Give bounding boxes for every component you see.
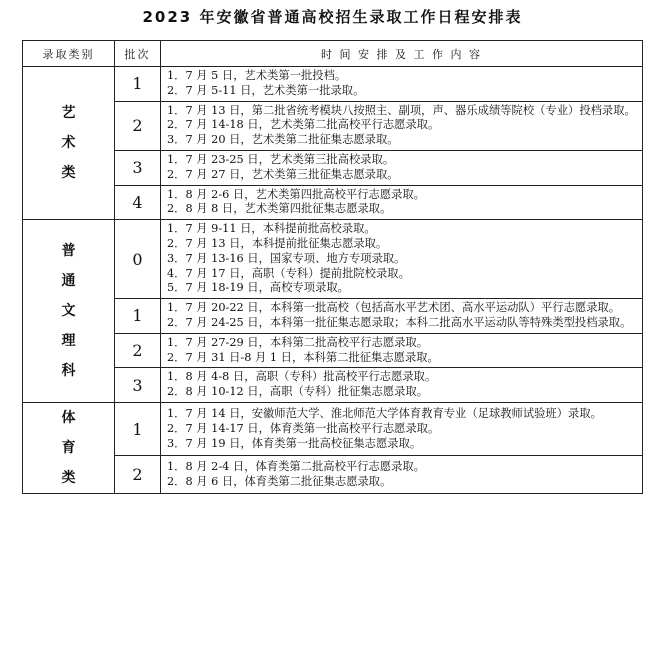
batch-cell: 1 — [115, 67, 161, 102]
table-row — [23, 185, 643, 220]
table-row — [23, 456, 643, 493]
schedule-item: 1．7 月 27-29 日，本科第二批高校平行志愿录取。 — [167, 335, 429, 349]
schedule-item: 1．8 月 2-6 日，艺术类第四批高校平行志愿录取。 — [167, 187, 425, 201]
category-char: 类 — [61, 165, 76, 182]
table-row — [23, 299, 643, 334]
batch-cell: 2 — [115, 456, 161, 493]
category-char: 科 — [61, 363, 76, 380]
content-cell — [161, 185, 643, 220]
category-char: 体 — [61, 409, 76, 426]
category-cell — [23, 67, 115, 220]
table-header-row — [23, 41, 643, 67]
header-batch: 批次 — [115, 41, 161, 67]
category-char: 通 — [61, 273, 76, 290]
schedule-item: 1．7 月 9-11 日，本科提前批高校录取。 — [167, 222, 376, 236]
category-char: 普 — [61, 243, 76, 260]
schedule-item: 2．7 月 31 日-8 月 1 日，本科第二批征集志愿录取。 — [167, 350, 439, 364]
content-cell — [161, 333, 643, 368]
schedule-item: 2．7 月 14-18 日，艺术类第二批高校平行志愿录取。 — [167, 118, 440, 132]
table-row — [23, 333, 643, 368]
content-cell — [161, 101, 643, 150]
content-cell — [161, 67, 643, 102]
batch-cell: 4 — [115, 185, 161, 220]
schedule-item: 1．8 月 2-4 日，体育类第二批高校平行志愿录取。 — [167, 459, 425, 473]
category-char: 类 — [61, 469, 76, 486]
content-cell — [161, 402, 643, 456]
batch-cell: 3 — [115, 150, 161, 185]
table-row — [23, 220, 643, 299]
schedule-item: 1．7 月 13 日，第二批省统考模块八按照主、副项，声、器乐成绩等院校（专业）投档录取。 — [167, 103, 636, 117]
category-char: 术 — [61, 135, 76, 152]
content-cell — [161, 456, 643, 493]
schedule-item: 2．8 月 10-12 日，高职（专科）批征集志愿录取。 — [167, 385, 429, 399]
table-row — [23, 150, 643, 185]
page-title: 2023 年安徽省普通高校招生录取工作日程安排表 — [142, 8, 523, 26]
schedule-item: 5．7 月 18-19 日，高校专项录取。 — [167, 281, 349, 295]
category-cell — [23, 402, 115, 493]
schedule-item: 2．8 月 6 日，体育类第二批征集志愿录取。 — [167, 474, 392, 488]
header-content: 时 间 安 排 及 工 作 内 容 — [161, 41, 643, 67]
schedule-item: 1．8 月 4-8 日，高职（专科）批高校平行志愿录取。 — [167, 370, 437, 384]
schedule-item: 2．7 月 24-25 日，本科第一批征集志愿录取；本科二批高水平运动队等特殊类型投档录取。 — [167, 315, 632, 329]
table-row — [23, 101, 643, 150]
batch-cell: 1 — [115, 402, 161, 456]
schedule-item: 1．7 月 14 日，安徽师范大学、淮北师范大学体育教育专业（足球教师试验班）录取。 — [167, 407, 602, 420]
schedule-item: 4．7 月 17 日，高职（专科）提前批院校录取。 — [167, 266, 410, 280]
schedule-item: 1．7 月 5 日，艺术类第一批投档。 — [167, 69, 347, 82]
schedule-item: 2．7 月 14-17 日，体育类第一批高校平行志愿录取。 — [167, 421, 440, 435]
table-row — [23, 402, 643, 456]
schedule-item: 2．7 月 27 日，艺术类第三批征集志愿录取。 — [167, 167, 399, 181]
schedule-item: 1．7 月 23-25 日，艺术类第三批高校录取。 — [167, 152, 395, 166]
content-cell — [161, 368, 643, 403]
batch-cell: 0 — [115, 220, 161, 299]
category-char: 育 — [61, 439, 76, 456]
schedule-table — [22, 40, 643, 494]
category-char: 理 — [61, 333, 76, 350]
table-row — [23, 368, 643, 403]
content-cell — [161, 220, 643, 299]
content-cell — [161, 299, 643, 334]
category-char: 艺 — [61, 105, 76, 122]
schedule-item: 3．7 月 19 日，体育类第一批高校征集志愿录取。 — [167, 436, 422, 450]
category-char: 文 — [61, 303, 76, 320]
batch-cell: 2 — [115, 333, 161, 368]
header-category: 录取类别 — [23, 41, 115, 67]
table-row — [23, 67, 643, 102]
schedule-body — [23, 67, 643, 494]
batch-cell: 3 — [115, 368, 161, 403]
batch-cell: 1 — [115, 299, 161, 334]
schedule-item: 2．7 月 5-11 日，艺术类第一批录取。 — [167, 83, 365, 97]
schedule-item: 3．7 月 20 日，艺术类第二批征集志愿录取。 — [167, 133, 399, 147]
content-cell — [161, 150, 643, 185]
batch-cell: 2 — [115, 101, 161, 150]
schedule-item: 1．7 月 20-22 日，本科第一批高校（包括高水平艺术团、高水平运动队）平行志愿录取。 — [167, 301, 621, 315]
schedule-item: 3．7 月 13-16 日，国家专项、地方专项录取。 — [167, 251, 406, 265]
schedule-item: 2．8 月 8 日，艺术类第四批征集志愿录取。 — [167, 202, 392, 216]
schedule-item: 2．7 月 13 日，本科提前批征集志愿录取。 — [167, 236, 388, 250]
category-cell — [23, 220, 115, 403]
